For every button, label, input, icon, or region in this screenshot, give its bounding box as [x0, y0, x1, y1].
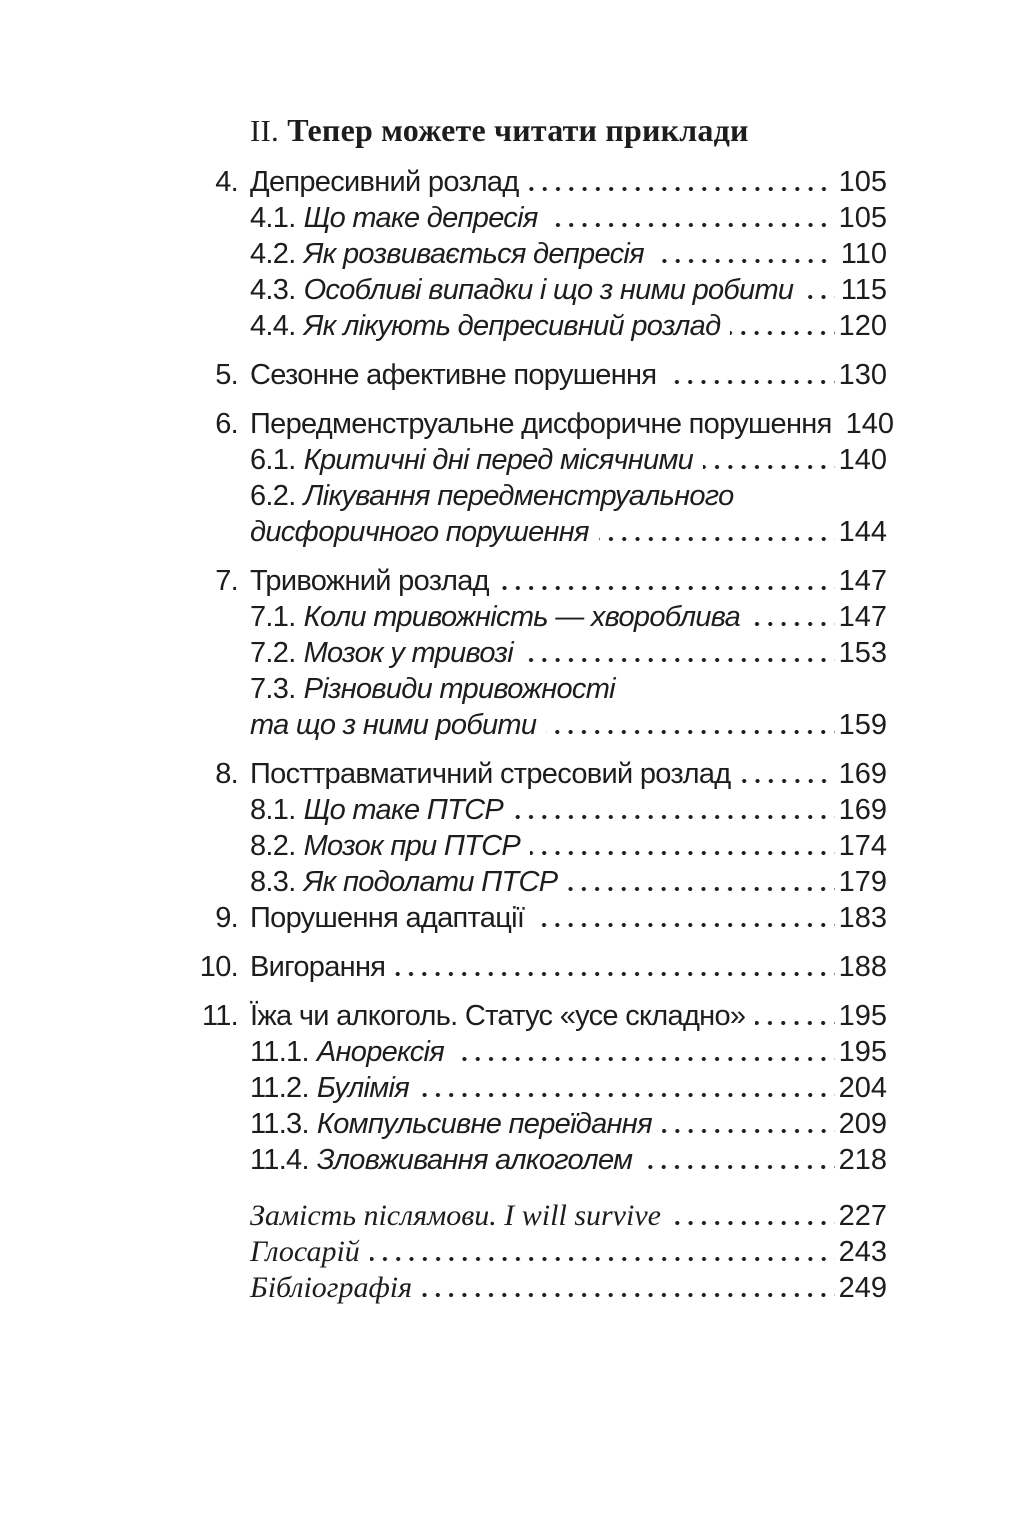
toc-entry-title [250, 949, 385, 985]
toc-entry-text: Компульсивне переїдання [316, 1108, 652, 1140]
toc-entry-text: Різновиди тривожності [303, 673, 615, 705]
toc-entry-text: Як розвивається депресія [303, 238, 644, 270]
toc-entry-page: 110 [840, 238, 887, 270]
toc-group [195, 563, 887, 743]
toc-entry-text: дисфоричного порушення [250, 516, 589, 548]
toc-subentry-number: 7.1. [250, 601, 296, 633]
toc-group [195, 756, 887, 936]
dot-leader [546, 730, 834, 734]
toc-entry [195, 272, 887, 308]
toc-entry-text: Вигорання [250, 951, 386, 983]
toc-entry-number: 9. [215, 902, 238, 934]
toc-entry-text: Коли тривожність — хвороблива [303, 601, 741, 633]
toc-entry-number: 7. [215, 565, 238, 597]
toc-entry-title [250, 1034, 444, 1070]
toc-entry [195, 1234, 887, 1270]
toc-entry-text: Мозок при ПТСР [303, 830, 521, 862]
toc-entry [195, 514, 887, 550]
toc-entry-title [250, 236, 644, 272]
toc-entry-page: 159 [838, 709, 887, 741]
toc-entry [195, 599, 887, 635]
toc-entry-page: 144 [838, 516, 887, 548]
section-numeral: II. [250, 113, 279, 148]
toc-entry-title [250, 563, 489, 599]
toc-entry-page: 169 [838, 794, 887, 826]
toc-entry-title [250, 514, 589, 550]
dot-leader [499, 586, 835, 590]
dot-leader [548, 223, 835, 227]
toc-entry-title [250, 671, 615, 707]
toc-entry [195, 563, 887, 599]
dot-leader [599, 537, 835, 541]
toc-entry-title [250, 1070, 409, 1106]
toc-entry-page: 195 [838, 1036, 887, 1068]
toc-entry-text: та що з ними робити [250, 709, 537, 741]
toc-entry-text: Як подолати ПТСР [303, 866, 558, 898]
toc-subentry-number: 11.3. [250, 1108, 309, 1140]
dot-leader [419, 1093, 835, 1097]
toc-subentry-number: 8.3. [250, 866, 296, 898]
toc-entry-title [250, 272, 793, 308]
toc-entry-text: Порушення адаптації [250, 902, 525, 934]
section-header [250, 110, 887, 151]
dot-leader [529, 187, 835, 191]
toc-entry-page: 179 [838, 866, 887, 898]
toc-entry-number: 5. [215, 359, 238, 391]
toc-entry [195, 308, 887, 344]
toc-entry-number: 8. [215, 758, 238, 790]
toc-entry-page: 188 [838, 951, 887, 983]
toc-subentry-number: 8.1. [250, 794, 296, 826]
toc-entry-text: Булімія [316, 1072, 409, 1104]
toc-entry-page: 120 [838, 310, 887, 342]
toc-entry-number: 6. [215, 408, 238, 440]
toc-entry-page: 130 [838, 359, 887, 391]
toc-entry [195, 828, 887, 864]
dot-leader [741, 779, 835, 783]
toc-entry-text: Передменструальне дисфоричне порушення [250, 408, 832, 440]
toc-subentry-number: 8.2. [250, 830, 296, 862]
toc-entry [195, 949, 887, 985]
toc-entry [195, 1198, 887, 1234]
toc-entry-title [250, 478, 734, 514]
toc-group [195, 406, 895, 550]
toc-group [195, 357, 887, 393]
toc-entry-text: Що таке ПТСР [303, 794, 503, 826]
toc-entry-page: 147 [838, 601, 887, 633]
dot-leader [395, 972, 834, 976]
toc-entry-text: Сезонне афективне порушення [250, 359, 657, 391]
toc-entry-text: Бібліографія [250, 1271, 413, 1304]
toc-entry-text: Як лікують депресивний розлад [303, 310, 721, 342]
dot-leader [534, 923, 834, 927]
toc-entry-text: Депресивний розлад [250, 166, 519, 198]
toc-entry-text: Анорексія [316, 1036, 445, 1068]
toc-entry [195, 236, 887, 272]
toc-entry-title [250, 442, 693, 478]
toc-group [195, 164, 887, 344]
dot-leader [422, 1293, 835, 1297]
toc-subentry-number: 6.2. [250, 480, 296, 512]
toc-entry-title [250, 599, 740, 635]
toc-entry-page: 243 [838, 1236, 887, 1268]
toc-entry-text: Що таке депресія [303, 202, 538, 234]
dot-leader [530, 851, 835, 855]
toc-entry-text: Мозок у тривозі [303, 637, 513, 669]
dot-leader [803, 295, 835, 299]
toc-entry-page: 140 [838, 444, 887, 476]
toc-entry-page: 204 [838, 1072, 887, 1104]
toc-entry-page: 140 [845, 408, 895, 440]
toc-entry [195, 635, 887, 671]
toc-entry-title [250, 406, 832, 442]
toc-entry [195, 406, 895, 442]
toc-entry [195, 1070, 887, 1106]
toc-entry-title [250, 308, 720, 344]
dot-leader [567, 887, 834, 891]
toc-entry-number: 11. [201, 1000, 238, 1032]
toc-subentry-number: 4.4. [250, 310, 296, 342]
toc-entry-page: 105 [838, 202, 887, 234]
toc-entry [195, 1106, 887, 1142]
toc-entry-page: 249 [838, 1272, 887, 1304]
toc-entry [195, 478, 887, 514]
toc-entry-page: 209 [838, 1108, 887, 1140]
table-of-contents [195, 110, 895, 1306]
toc-entry-page: 153 [838, 637, 887, 669]
dot-leader [671, 1221, 835, 1225]
toc-entry [195, 1142, 887, 1178]
toc-entry [195, 442, 887, 478]
toc-entry-title [250, 1106, 652, 1142]
toc-entry-page: 105 [838, 166, 887, 198]
dot-leader [666, 380, 834, 384]
toc-entry-text: Критичні дні перед місячними [303, 444, 694, 476]
toc-subentry-number: 11.2. [250, 1072, 309, 1104]
toc-entry-text: Глосарій [250, 1235, 360, 1268]
dot-leader [750, 622, 835, 626]
toc-entry [195, 357, 887, 393]
toc-entry-title [250, 900, 524, 936]
dot-leader [370, 1257, 835, 1261]
toc-entry-text: Зловживання алкоголем [316, 1144, 633, 1176]
toc-entry-title [250, 1198, 661, 1234]
toc-entry-text: Замість післямови. I will survive [250, 1199, 661, 1232]
toc-group [195, 998, 887, 1178]
toc-entry-page: 147 [838, 565, 887, 597]
toc-entry-text: Посттравматичний стресовий розлад [250, 758, 731, 790]
toc-subentry-number: 6.1. [250, 444, 296, 476]
toc-entry [195, 792, 887, 828]
toc-entry-title [250, 635, 513, 671]
section-title: Тепер можете читати приклади [287, 112, 749, 148]
dot-leader [654, 259, 835, 263]
toc-entry-title [250, 828, 520, 864]
toc-subentry-number: 4.2. [250, 238, 296, 270]
toc-entry-title [250, 792, 503, 828]
toc-entry-title [250, 357, 656, 393]
toc-entry [195, 164, 887, 200]
dot-leader [730, 331, 834, 335]
toc-entry-title [250, 864, 557, 900]
toc-entry [195, 1034, 887, 1070]
dot-leader [755, 1021, 834, 1025]
toc-entry [195, 200, 887, 236]
toc-entry-number: 10. [199, 951, 238, 983]
toc-entry-page: 195 [838, 1000, 887, 1032]
toc-entry [195, 1270, 887, 1306]
toc-entry-title [250, 1270, 412, 1306]
toc-subentry-number: 4.3. [250, 274, 296, 306]
toc-entry-title [250, 1142, 632, 1178]
dot-leader [523, 658, 835, 662]
toc-group [195, 1198, 887, 1306]
toc-entry-title [250, 200, 538, 236]
toc-entry-page: 169 [838, 758, 887, 790]
toc-entry-text: Їжа чи алкоголь. Статус «усе складно» [250, 1000, 746, 1032]
dot-leader [662, 1129, 835, 1133]
toc-entry-page: 115 [840, 274, 887, 306]
toc-entry-page: 183 [838, 902, 887, 934]
toc-entry-title [250, 998, 745, 1034]
toc-entry-text: Лікування передменструального [303, 480, 734, 512]
toc-entry-page: 174 [838, 830, 887, 862]
dot-leader [703, 465, 835, 469]
toc-entry [195, 707, 887, 743]
toc-subentry-number: 7.3. [250, 673, 296, 705]
toc-entry [195, 998, 887, 1034]
toc-subentry-number: 7.2. [250, 637, 296, 669]
dot-leader [513, 815, 835, 819]
toc-subentry-number: 4.1. [250, 202, 296, 234]
toc-subentry-number: 11.4. [250, 1144, 309, 1176]
toc-entry-title [250, 707, 536, 743]
toc-entry-page: 227 [838, 1200, 887, 1232]
toc-entry-title [250, 164, 519, 200]
toc-entry [195, 671, 887, 707]
toc-entry [195, 864, 887, 900]
toc-entry [195, 756, 887, 792]
toc-entry-text: Тривожний розлад [250, 565, 489, 597]
dot-leader [454, 1057, 835, 1061]
toc-entry-title [250, 756, 731, 792]
toc-entry-page: 218 [838, 1144, 887, 1176]
toc-entry [195, 900, 887, 936]
toc-entry-number: 4. [215, 166, 238, 198]
toc-entry-text: Особливі випадки і що з ними робити [303, 274, 794, 306]
toc-group [195, 949, 887, 985]
dot-leader [642, 1165, 834, 1169]
toc-entries [195, 164, 895, 1306]
toc-subentry-number: 11.1. [250, 1036, 309, 1068]
toc-entry-title [250, 1234, 360, 1270]
